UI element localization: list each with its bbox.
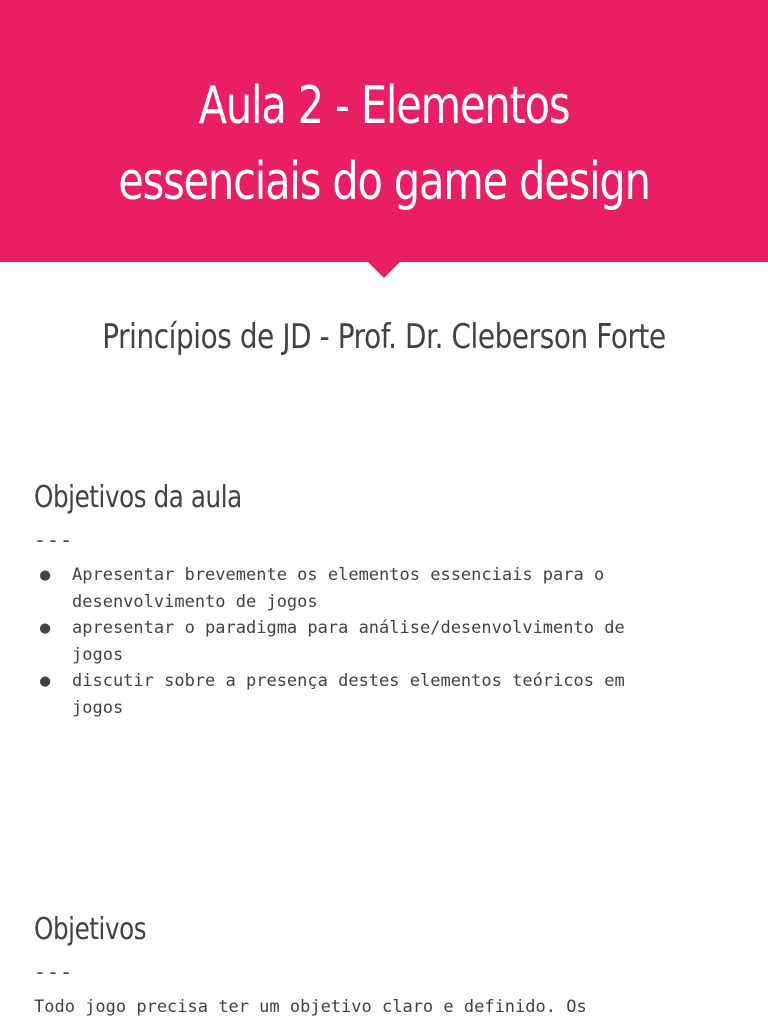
list-item-line-2: jogos — [72, 697, 124, 718]
title-banner — [0, 0, 768, 262]
list-item-line-2: jogos — [72, 644, 124, 665]
list-item-line-2: desenvolvimento de jogos — [72, 591, 318, 612]
list-item — [34, 615, 734, 668]
section-divider: --- — [34, 528, 74, 552]
objetivos-body-text: Todo jogo precisa ter um objetivo claro e definido. Os — [34, 997, 587, 1017]
bullet-icon: ● — [40, 565, 51, 585]
bullet-icon: ● — [40, 671, 51, 691]
deck-title-line-1: Aula 2 - Elementos — [198, 76, 570, 136]
bullet-icon: ● — [40, 618, 51, 638]
deck-title-line-2: essenciais do game design — [118, 152, 650, 212]
list-item-line-1: discutir sobre a presença destes elementos teóricos em — [72, 671, 625, 691]
section-heading-objetivos-da-aula: Objetivos da aula — [34, 480, 242, 515]
section-divider: --- — [34, 960, 74, 984]
list-item — [34, 562, 734, 615]
list-item-line-1: apresentar o paradigma para análise/desenvolvimento de — [72, 618, 625, 638]
deck-title — [93, 68, 675, 220]
section-heading-objetivos: Objetivos — [34, 912, 147, 947]
objectives-list — [34, 562, 734, 721]
banner-notch — [368, 262, 400, 278]
list-item — [34, 668, 734, 721]
list-item-line-1: Apresentar brevemente os elementos essenciais para o — [72, 565, 605, 585]
deck-subtitle: Princípios de JD - Prof. Dr. Cleberson Forte — [102, 317, 666, 357]
